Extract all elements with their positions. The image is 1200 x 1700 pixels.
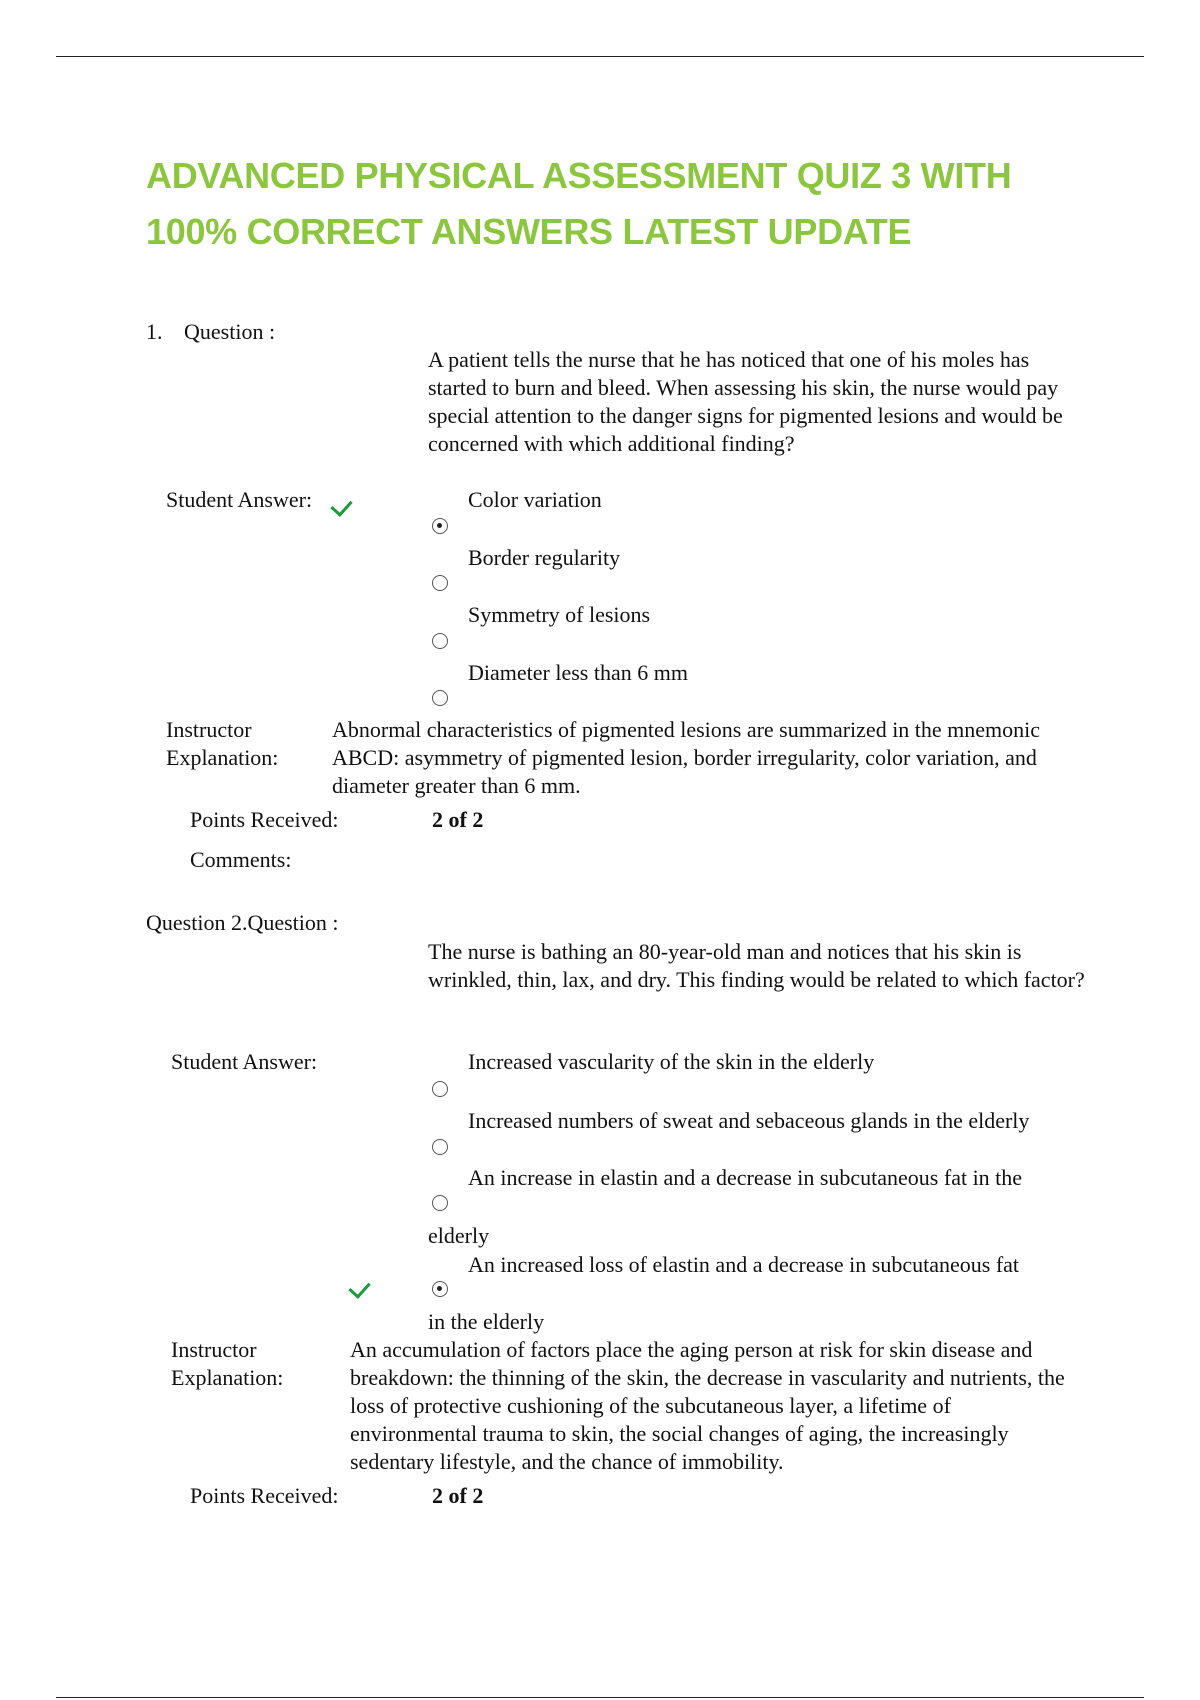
- q2-question-text: The nurse is bathing an 80-year-old man and notices that his skin is wrinkled, thin, lax, and dry. This finding would be related to which factor?: [428, 939, 1085, 992]
- q2-points-value: 2 of 2: [432, 1483, 484, 1508]
- q2-option-1-radio[interactable]: [432, 1081, 448, 1097]
- q2-student-answer-label: Student Answer:: [171, 1049, 318, 1074]
- q1-points-label: Points Received:: [190, 807, 339, 832]
- q2-explanation-text: An accumulation of factors place the aging person at risk for skin disease and breakdown: the thinning of the skin, the decrease in vascularity and nutrients, the loss of protective cushioning of the subcutaneous layer, a lifetime of environmental trauma to skin, the social changes of aging, the increasingly sedentary lifestyle, and the chance of immobility.: [350, 1337, 1065, 1474]
- q1-comments-label: Comments:: [190, 847, 292, 872]
- q1-option-2: Border regularity: [468, 545, 621, 570]
- q1-correct-check-icon: [330, 494, 352, 517]
- q2-option-4: An increased loss of elastin and a decrease in subcutaneous fat: [468, 1252, 1020, 1277]
- q1-option-2-radio[interactable]: [432, 575, 448, 591]
- q2-explanation-label-1: Instructor: [171, 1337, 257, 1362]
- q2-option-3: An increase in elastin and a decrease in subcutaneous fat in the: [468, 1165, 1023, 1190]
- q2-label: Question 2.Question :: [146, 910, 339, 935]
- q1-explanation-text: Abnormal characteristics of pigmented lesions are summarized in the mnemonic ABCD: asymmetry of pigmented lesion, border irregularity, color variation, and diameter greater than 6 mm.: [332, 717, 1041, 798]
- q1-option-3-radio[interactable]: [432, 633, 448, 649]
- q2-option-4-continued: in the elderly: [428, 1309, 545, 1334]
- top-rule: [56, 56, 1144, 57]
- q1-option-1-radio[interactable]: [432, 518, 448, 534]
- q1-option-4-radio[interactable]: [432, 690, 448, 706]
- q2-option-3-continued: elderly: [428, 1223, 490, 1248]
- q1-option-3: Symmetry of lesions: [468, 602, 651, 627]
- q2-correct-check-icon: [348, 1276, 370, 1299]
- q2-explanation-label-2: Explanation:: [171, 1365, 284, 1390]
- q2-option-3-radio[interactable]: [432, 1195, 448, 1211]
- q1-number: 1.: [146, 319, 163, 344]
- q2-option-1: Increased vascularity of the skin in the elderly: [468, 1049, 875, 1074]
- q1-points-value: 2 of 2: [432, 807, 484, 832]
- q1-option-4: Diameter less than 6 mm: [468, 660, 688, 685]
- q1-explanation-label-2: Explanation:: [166, 745, 279, 770]
- q1-label: Question :: [184, 319, 276, 344]
- bottom-rule: [56, 1697, 1144, 1698]
- q2-points-label: Points Received:: [190, 1483, 339, 1508]
- q2-option-2-radio[interactable]: [432, 1139, 448, 1155]
- q1-explanation-label-1: Instructor: [166, 717, 252, 742]
- q1-student-answer-label: Student Answer:: [166, 487, 313, 512]
- q1-option-1: Color variation: [468, 487, 602, 512]
- q1-question-text: A patient tells the nurse that he has noticed that one of his moles has started to burn and bleed. When assessing his skin, the nurse would pay special attention to the danger signs for pigmented lesions and would be concerned with which additional finding?: [428, 347, 1063, 456]
- document-title: ADVANCED PHYSICAL ASSESSMENT QUIZ 3 WITH 100% CORRECT ANSWERS LATEST UPDATE: [146, 155, 1012, 252]
- q2-option-2: Increased numbers of sweat and sebaceous glands in the elderly: [468, 1108, 1030, 1133]
- q2-option-4-radio[interactable]: [432, 1281, 448, 1297]
